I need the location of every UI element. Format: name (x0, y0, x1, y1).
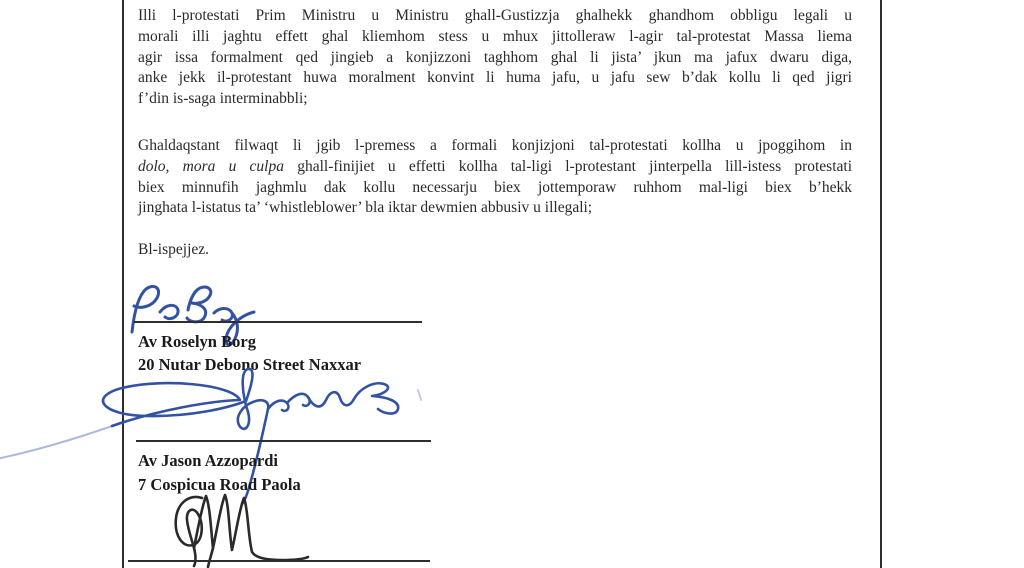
third-signature (156, 486, 331, 568)
paragraph-line: anke jekk il-protestant huwa moralment konvint li huma jafu, u jafu sew b’dak kollu li qed jigri (138, 69, 852, 87)
signatory-name-jason: Av Jason Azzopardi (138, 451, 278, 470)
paragraph-line: agir issa formalment qed jingieb a konjizzoni taghhom ghal li jista’ jkun ma jafux dwaru diga, (138, 48, 852, 66)
paragraph-line: f’din is-saga interminabbli; (138, 90, 308, 108)
paragraph-line: Ghaldaqstant filwaqt li jgib l-premess a formali konjizjoni tal-protestati kollha u jpoggihom in (138, 137, 852, 154)
paragraph-protestati (138, 6, 852, 110)
paragraph-line (138, 157, 852, 178)
signatory-name-roselyn: Av Roselyn Borg (138, 332, 256, 351)
signature-line-jason (136, 440, 431, 442)
stray-ink-mark (418, 390, 421, 400)
signatory-address-roselyn: 20 Nutar Debono Street Naxxar (138, 355, 362, 374)
paragraph-line-rest: ghall-finijiet u effetti kollha tal-ligi l-protestant jinterpella lill-istess protestati (283, 157, 852, 175)
signature-line-roselyn (134, 321, 422, 323)
closing-bl-ispejjez: Bl-ispejjez. (138, 241, 210, 258)
signatory-address-jason: 7 Cospicua Road Paola (138, 475, 301, 494)
paragraph-line: Illi l-protestati Prim Ministru u Ministru ghall-Gustizzja ghalhekk ghandhom obbligu legali u (138, 7, 852, 24)
signature-line-third (128, 560, 430, 562)
latin-phrase-italic: dolo, mora u culpa (138, 157, 284, 175)
paragraph-line: morali illi jaghtu effett ghal kliemhom stess u mhux jittolleraw l-agir tal-protestat Massa liema (138, 27, 852, 45)
paragraph-line: jinghata l-istatus ta’ ‘whistleblower’ bla iktar dewmien abbusiv u illegali; (138, 199, 593, 217)
paragraph-ghaldaqstant (138, 136, 852, 219)
page-border-right-line (880, 0, 882, 568)
paragraph-line: biex minnufih jaghmlu dak kollu necessarju biex jottemporaw ruhhom mal-ligi biex b’hekk (138, 178, 852, 196)
